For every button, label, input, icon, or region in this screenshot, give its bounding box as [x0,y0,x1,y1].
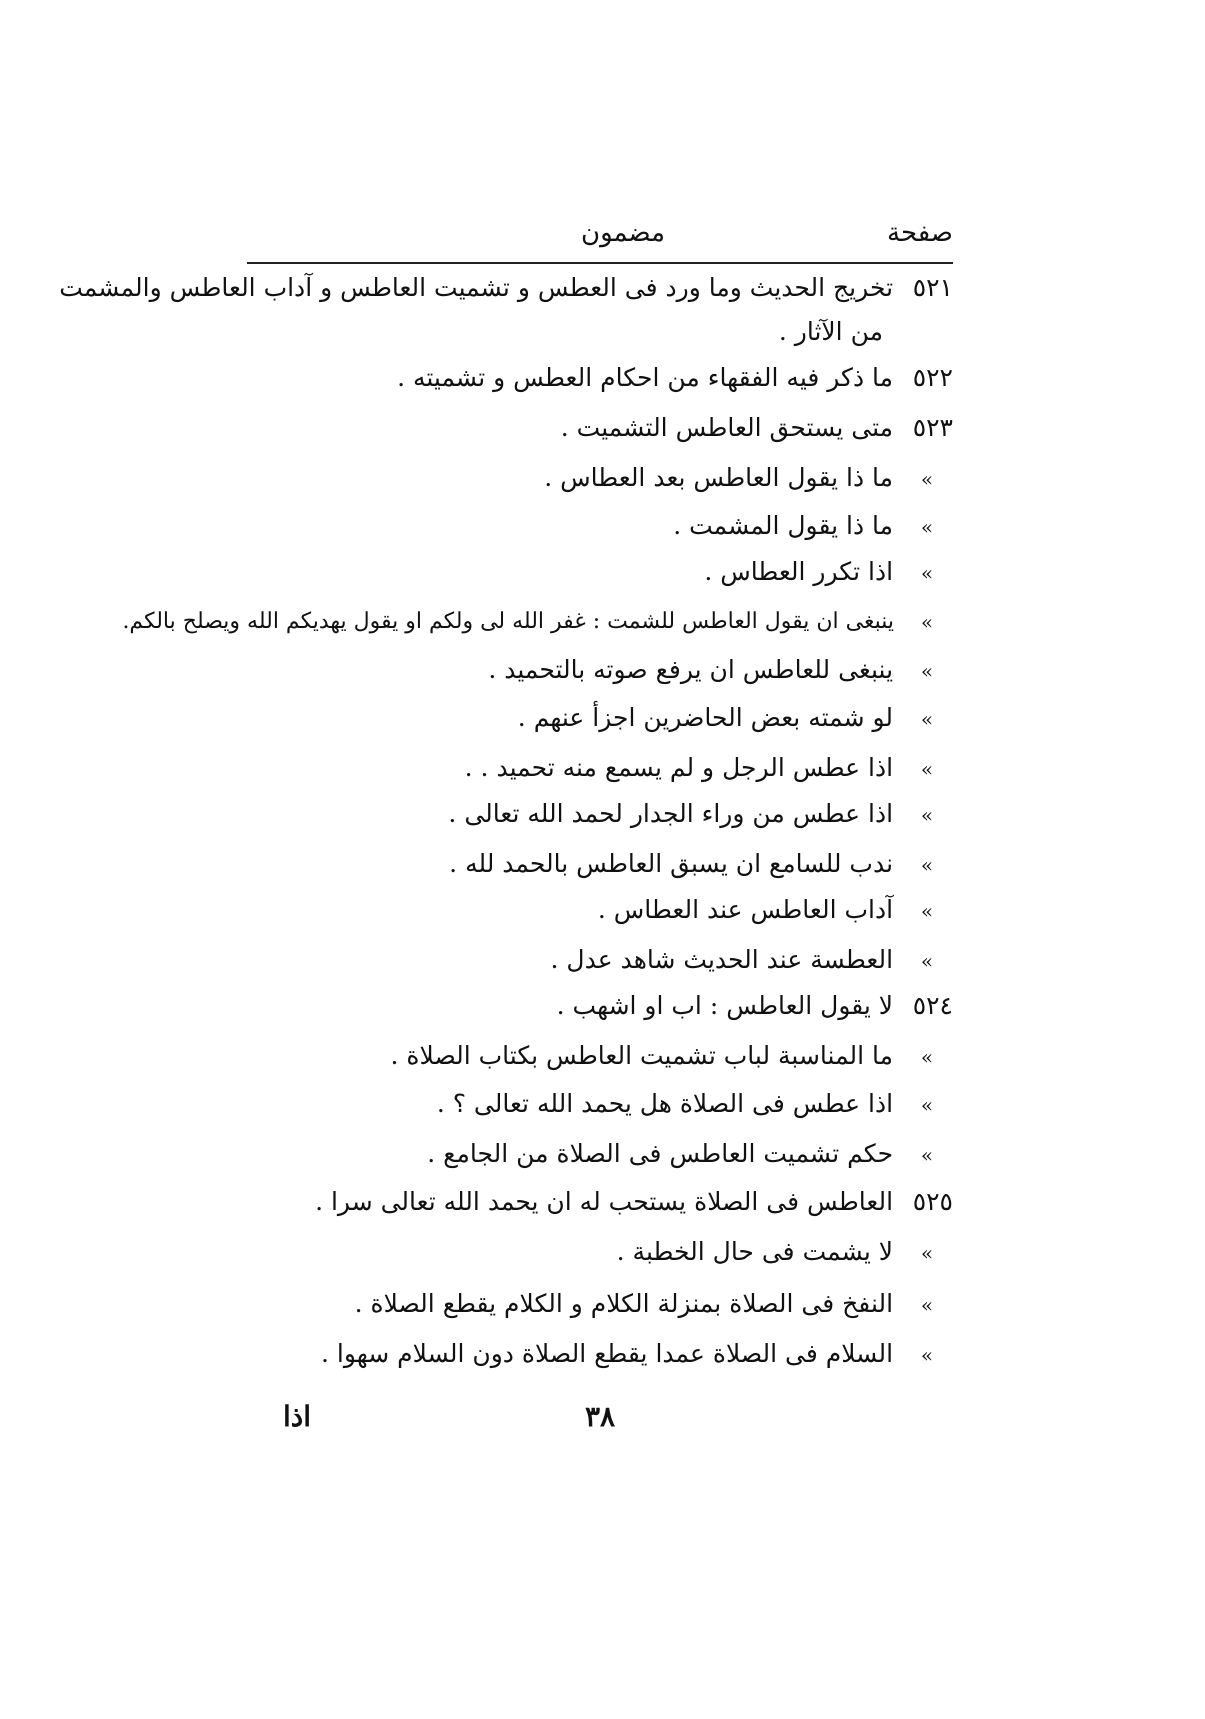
ditto-mark: » [920,757,934,781]
entry-text: ما ذكر فيه الفقهاء من احكام العطس و تشميته . [397,363,894,392]
index-entry [355,1284,953,1325]
index-entry [437,1084,953,1125]
index-entry [557,986,953,1026]
page-number: ٣٨ [585,1400,616,1433]
ditto-mark: » [920,467,934,491]
entry-text: حكم تشميت العاطس فى الصلاة من الجامع . [427,1139,894,1168]
entry-text: ما ذا يقول العاطس بعد العطاس . [544,463,894,492]
ditto-mark: » [920,1045,934,1069]
index-entry [321,1334,953,1375]
content-column-header: مضمون [580,218,665,248]
entry-text: اذا تكرر العطاس . [704,557,894,586]
ditto-mark: » [920,899,934,923]
ditto-mark: » [920,659,934,683]
entry-text: لو شمته بعض الحاضرين اجزأ عنهم . [517,703,894,732]
ditto-mark: » [920,853,934,877]
index-entry [397,358,953,398]
index-entry [391,1036,953,1077]
entry-page-number: ٥٢٥ [912,1187,953,1216]
entry-text: ما ذا يقول المشمت . [673,511,894,540]
index-entry [427,1134,953,1175]
entry-text: متى يستحق العاطس التشميت . [560,413,894,442]
entry-text: اذا عطس فى الصلاة هل يحمد الله تعالى ؟ . [436,1089,894,1118]
entry-text: النفخ فى الصلاة بمنزلة الكلام و الكلام يقطع الصلاة . [354,1289,894,1318]
ditto-mark: » [920,803,934,827]
entry-text: اذا عطس من وراء الجدار لحمد الله تعالى . [448,799,894,828]
index-entry [465,748,953,789]
entry-text: آداب العاطس عند العطاس . [597,895,894,924]
index-entry [704,552,953,593]
ditto-mark: » [920,561,934,585]
ditto-mark: » [920,1143,934,1167]
entry-text: ما المناسبة لباب تشميت العاطس بكتاب الصلاة . [390,1041,894,1070]
entry-text: العطسة عند الحديث شاهد عدل . [550,945,894,974]
entry-continuation: من الآثار . [778,317,883,346]
entry-page-number: ٥٢٣ [912,413,953,442]
ditto-mark: » [920,949,934,973]
entry-text: لا يقول العاطس : اب او اشهب . [556,991,894,1020]
entry-text: اذا عطس الرجل و لم يسمع منه تحميد . . [464,753,894,782]
index-entry [59,268,953,308]
ditto-mark: » [920,1293,934,1317]
ditto-mark: » [920,707,934,731]
page-column-header: صفحة [887,218,953,248]
entry-text: العاطس فى الصلاة يستحب له ان يحمد الله تعالى سرا . [315,1187,894,1216]
catchword: اذا [283,1400,312,1433]
index-entry [518,698,953,739]
entry-page-number: ٥٢١ [912,273,953,302]
ditto-mark: » [920,1093,934,1117]
index-entry [448,794,953,835]
entry-text: لا يشمت فى حال الخطبة . [616,1237,894,1266]
ditto-mark: » [920,515,934,539]
index-entry [561,408,953,448]
entry-text: ينبغى ان يقول العاطس للشمت : غفر الله لى ولكم او يقول يهديكم الله ويصلح بالكم. [122,609,894,634]
index-entry [449,844,953,885]
index-entry [617,1232,953,1273]
header-rule [247,262,953,264]
entry-text: السلام فى الصلاة عمدا يقطع الصلاة دون السلام سهوا . [321,1339,894,1368]
ditto-mark: » [920,1241,934,1265]
entry-page-number: ٥٢٤ [912,991,953,1020]
index-entry [544,458,953,499]
index-entry [598,890,953,931]
entry-text: ينبغى للعاطس ان يرفع صوته بالتحميد . [488,655,894,684]
ditto-mark: » [920,610,934,634]
index-entry [315,1182,953,1222]
index-entry [488,650,953,691]
index-entry [673,506,953,547]
ditto-mark: » [920,1343,934,1367]
entry-page-number: ٥٢٢ [912,363,953,392]
entry-text: ندب للسامع ان يسبق العاطس بالحمد لله . [449,849,894,878]
entry-text: تخريج الحديث وما ورد فى العطس و تشميت العاطس و آداب العاطس والمشمت [59,273,894,302]
index-entry [122,602,953,643]
index-entry [551,940,953,981]
